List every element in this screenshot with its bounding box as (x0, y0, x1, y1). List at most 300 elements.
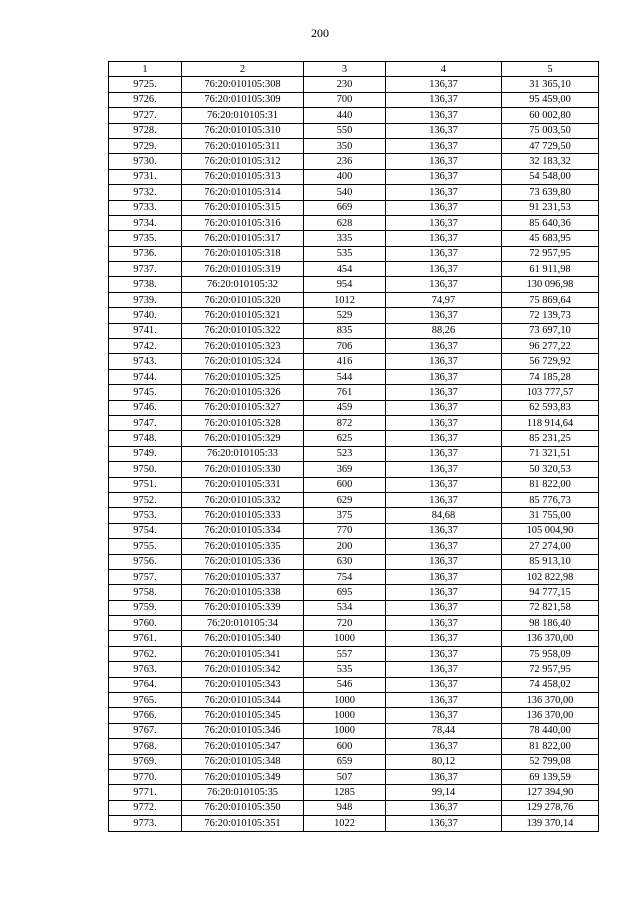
table-cell: 73 697,10 (502, 323, 599, 338)
table-cell: 50 320,53 (502, 462, 599, 477)
table-cell: 81 822,00 (502, 477, 599, 492)
table-cell: 72 821,58 (502, 600, 599, 615)
table-cell: 72 139,73 (502, 308, 599, 323)
table-cell: 136,37 (386, 492, 502, 507)
table-row (109, 215, 599, 230)
table-cell: 529 (304, 308, 386, 323)
table-cell: 105 004,90 (502, 523, 599, 538)
table-row (109, 785, 599, 800)
column-header: 1 (109, 62, 182, 77)
table-row (109, 446, 599, 461)
table-cell: 76:20:010105:345 (182, 708, 304, 723)
table-row (109, 539, 599, 554)
table-cell: 9738. (109, 277, 182, 292)
table-cell: 9751. (109, 477, 182, 492)
table-cell: 88,26 (386, 323, 502, 338)
table-cell: 9728. (109, 123, 182, 138)
table-cell: 136,37 (386, 185, 502, 200)
table-cell: 136,37 (386, 662, 502, 677)
table-row (109, 708, 599, 723)
table-cell: 76:20:010105:341 (182, 646, 304, 661)
table-cell: 534 (304, 600, 386, 615)
table-row (109, 400, 599, 415)
table-row (109, 523, 599, 538)
table-cell: 76:20:010105:317 (182, 231, 304, 246)
table-cell: 75 869,64 (502, 292, 599, 307)
table-cell: 230 (304, 77, 386, 92)
table-cell: 9737. (109, 262, 182, 277)
table-cell: 136 370,00 (502, 693, 599, 708)
table-row (109, 385, 599, 400)
table-row (109, 169, 599, 184)
table-cell: 69 139,59 (502, 769, 599, 784)
table-cell: 625 (304, 431, 386, 446)
table-cell: 9768. (109, 739, 182, 754)
table-cell: 544 (304, 369, 386, 384)
table-cell: 1022 (304, 816, 386, 831)
table-cell: 31 365,10 (502, 77, 599, 92)
table-cell: 136,37 (386, 354, 502, 369)
table-row (109, 693, 599, 708)
table-cell: 720 (304, 616, 386, 631)
table-cell: 535 (304, 246, 386, 261)
table-row (109, 277, 599, 292)
table-cell: 84,68 (386, 508, 502, 523)
column-header: 2 (182, 62, 304, 77)
table-cell: 9729. (109, 138, 182, 153)
table-cell: 136,37 (386, 415, 502, 430)
table-cell: 76:20:010105:324 (182, 354, 304, 369)
column-header: 4 (386, 62, 502, 77)
table-cell: 52 799,08 (502, 754, 599, 769)
table-row (109, 292, 599, 307)
table-cell: 76:20:010105:309 (182, 92, 304, 107)
table-cell: 76:20:010105:340 (182, 631, 304, 646)
table-body (109, 77, 599, 831)
table-cell: 948 (304, 800, 386, 815)
table-cell: 835 (304, 323, 386, 338)
table-cell: 136,37 (386, 616, 502, 631)
table-cell: 9760. (109, 616, 182, 631)
table-cell: 954 (304, 277, 386, 292)
table-cell: 136,37 (386, 677, 502, 692)
table-cell: 136,37 (386, 77, 502, 92)
table-cell: 9770. (109, 769, 182, 784)
table-cell: 74 185,28 (502, 369, 599, 384)
table-cell: 9750. (109, 462, 182, 477)
table-cell: 236 (304, 154, 386, 169)
table-cell: 76:20:010105:31 (182, 108, 304, 123)
table-row (109, 431, 599, 446)
table-cell: 76:20:010105:350 (182, 800, 304, 815)
table-row (109, 138, 599, 153)
table-cell: 136,37 (386, 631, 502, 646)
table-cell: 130 096,98 (502, 277, 599, 292)
table-cell: 9747. (109, 415, 182, 430)
table-cell: 136,37 (386, 215, 502, 230)
table-cell: 76:20:010105:327 (182, 400, 304, 415)
table-cell: 1000 (304, 631, 386, 646)
column-header: 3 (304, 62, 386, 77)
table-row (109, 569, 599, 584)
table-cell: 76:20:010105:326 (182, 385, 304, 400)
table-row (109, 354, 599, 369)
page-number: 200 (311, 26, 329, 40)
table-row (109, 585, 599, 600)
table-header-row (109, 62, 599, 77)
table-cell: 9735. (109, 231, 182, 246)
table-row (109, 754, 599, 769)
table-cell: 76:20:010105:308 (182, 77, 304, 92)
table-cell: 76:20:010105:334 (182, 523, 304, 538)
table-cell: 136,37 (386, 369, 502, 384)
table-cell: 9754. (109, 523, 182, 538)
table-cell: 76:20:010105:346 (182, 723, 304, 738)
table-cell: 9752. (109, 492, 182, 507)
table-cell: 76:20:010105:311 (182, 138, 304, 153)
table-cell: 76:20:010105:333 (182, 508, 304, 523)
table-cell: 600 (304, 477, 386, 492)
table-cell: 1000 (304, 723, 386, 738)
table-cell: 9767. (109, 723, 182, 738)
table-cell: 72 957,95 (502, 246, 599, 261)
table-cell: 76:20:010105:343 (182, 677, 304, 692)
table-row (109, 646, 599, 661)
table-row (109, 477, 599, 492)
table-cell: 136,37 (386, 262, 502, 277)
table-cell: 136,37 (386, 231, 502, 246)
table-cell: 9743. (109, 354, 182, 369)
table-cell: 76:20:010105:336 (182, 554, 304, 569)
table-row (109, 508, 599, 523)
table-cell: 76:20:010105:33 (182, 446, 304, 461)
table-cell: 136,37 (386, 708, 502, 723)
table-cell: 80,12 (386, 754, 502, 769)
table-cell: 440 (304, 108, 386, 123)
table-row (109, 739, 599, 754)
table-cell: 200 (304, 539, 386, 554)
table-cell: 102 822,98 (502, 569, 599, 584)
table-cell: 27 274,00 (502, 539, 599, 554)
table-cell: 136,37 (386, 431, 502, 446)
table-cell: 9758. (109, 585, 182, 600)
table-cell: 136,37 (386, 539, 502, 554)
table-cell: 540 (304, 185, 386, 200)
table-cell: 1285 (304, 785, 386, 800)
table-cell: 628 (304, 215, 386, 230)
table-cell: 9746. (109, 400, 182, 415)
table-cell: 9733. (109, 200, 182, 215)
table-cell: 136,37 (386, 200, 502, 215)
table-cell: 1000 (304, 708, 386, 723)
table-cell: 74 458,02 (502, 677, 599, 692)
table-cell: 872 (304, 415, 386, 430)
table-cell: 630 (304, 554, 386, 569)
table-cell: 94 777,15 (502, 585, 599, 600)
table-cell: 9739. (109, 292, 182, 307)
table-cell: 76:20:010105:348 (182, 754, 304, 769)
table-cell: 695 (304, 585, 386, 600)
table-row (109, 415, 599, 430)
table-cell: 9771. (109, 785, 182, 800)
table-cell: 9748. (109, 431, 182, 446)
table-cell: 76:20:010105:321 (182, 308, 304, 323)
table-row (109, 769, 599, 784)
table-cell: 9731. (109, 169, 182, 184)
table-cell: 335 (304, 231, 386, 246)
table-cell: 76:20:010105:328 (182, 415, 304, 430)
table-cell: 1012 (304, 292, 386, 307)
table-cell: 76:20:010105:318 (182, 246, 304, 261)
table-cell: 350 (304, 138, 386, 153)
table-cell: 9741. (109, 323, 182, 338)
table-cell: 62 593,83 (502, 400, 599, 415)
table-cell: 76:20:010105:323 (182, 339, 304, 354)
table-cell: 136 370,00 (502, 708, 599, 723)
table-cell: 136,37 (386, 108, 502, 123)
table-cell: 78,44 (386, 723, 502, 738)
table-cell: 76:20:010105:335 (182, 539, 304, 554)
table-cell: 375 (304, 508, 386, 523)
table-row (109, 462, 599, 477)
table-cell: 9753. (109, 508, 182, 523)
table-cell: 76:20:010105:319 (182, 262, 304, 277)
table-cell: 76:20:010105:329 (182, 431, 304, 446)
table-cell: 546 (304, 677, 386, 692)
table-cell: 76:20:010105:347 (182, 739, 304, 754)
table-cell: 136,37 (386, 308, 502, 323)
table-cell: 400 (304, 169, 386, 184)
table-cell: 9761. (109, 631, 182, 646)
table-cell: 416 (304, 354, 386, 369)
table-cell: 76:20:010105:312 (182, 154, 304, 169)
table-cell: 32 183,32 (502, 154, 599, 169)
table-cell: 76:20:010105:322 (182, 323, 304, 338)
table-cell: 60 002,80 (502, 108, 599, 123)
table-row (109, 123, 599, 138)
table-row (109, 262, 599, 277)
table-row (109, 800, 599, 815)
table-cell: 9742. (109, 339, 182, 354)
table-cell: 9762. (109, 646, 182, 661)
table-cell: 76:20:010105:339 (182, 600, 304, 615)
table-cell: 76:20:010105:315 (182, 200, 304, 215)
table-cell: 45 683,95 (502, 231, 599, 246)
table-cell: 76:20:010105:310 (182, 123, 304, 138)
table-cell: 76:20:010105:313 (182, 169, 304, 184)
table-cell: 118 914,64 (502, 415, 599, 430)
table-cell: 136,37 (386, 446, 502, 461)
table-row (109, 600, 599, 615)
table-cell: 76:20:010105:331 (182, 477, 304, 492)
table-cell: 76:20:010105:325 (182, 369, 304, 384)
table-cell: 96 277,22 (502, 339, 599, 354)
table-cell: 659 (304, 754, 386, 769)
table-cell: 74,97 (386, 292, 502, 307)
table-row (109, 77, 599, 92)
table-cell: 9734. (109, 215, 182, 230)
table-row (109, 662, 599, 677)
table-cell: 454 (304, 262, 386, 277)
table-cell: 78 440,00 (502, 723, 599, 738)
table-cell: 47 729,50 (502, 138, 599, 153)
table-cell: 629 (304, 492, 386, 507)
table-cell: 9764. (109, 677, 182, 692)
table-cell: 136,37 (386, 400, 502, 415)
data-table (108, 61, 599, 832)
table-cell: 98 186,40 (502, 616, 599, 631)
table-row (109, 816, 599, 831)
table-cell: 75 003,50 (502, 123, 599, 138)
table-cell: 700 (304, 92, 386, 107)
table-row (109, 369, 599, 384)
table-cell: 369 (304, 462, 386, 477)
table-cell: 127 394,90 (502, 785, 599, 800)
table-cell: 136,37 (386, 477, 502, 492)
table-row (109, 631, 599, 646)
table-row (109, 200, 599, 215)
table-cell: 136 370,00 (502, 631, 599, 646)
table-row (109, 185, 599, 200)
table-cell: 76:20:010105:337 (182, 569, 304, 584)
table-cell: 136,37 (386, 154, 502, 169)
table-cell: 136,37 (386, 462, 502, 477)
table-cell: 85 231,25 (502, 431, 599, 446)
table-cell: 72 957,95 (502, 662, 599, 677)
table-cell: 754 (304, 569, 386, 584)
table-cell: 136,37 (386, 554, 502, 569)
table-cell: 9727. (109, 108, 182, 123)
table-cell: 9749. (109, 446, 182, 461)
table-cell: 76:20:010105:330 (182, 462, 304, 477)
table-row (109, 677, 599, 692)
table-cell: 9740. (109, 308, 182, 323)
table-cell: 9756. (109, 554, 182, 569)
table-row (109, 723, 599, 738)
table-row (109, 246, 599, 261)
table-cell: 136,37 (386, 123, 502, 138)
table-cell: 61 911,98 (502, 262, 599, 277)
table-cell: 76:20:010105:34 (182, 616, 304, 631)
table-cell: 129 278,76 (502, 800, 599, 815)
table-cell: 85 913,10 (502, 554, 599, 569)
table-cell: 136,37 (386, 600, 502, 615)
table-cell: 9772. (109, 800, 182, 815)
table-cell: 770 (304, 523, 386, 538)
table-cell: 136,37 (386, 385, 502, 400)
table-cell: 136,37 (386, 769, 502, 784)
table-cell: 535 (304, 662, 386, 677)
table-cell: 761 (304, 385, 386, 400)
table-cell: 706 (304, 339, 386, 354)
table-cell: 76:20:010105:316 (182, 215, 304, 230)
table-cell: 75 958,09 (502, 646, 599, 661)
table-row (109, 616, 599, 631)
table-cell: 76:20:010105:314 (182, 185, 304, 200)
table-cell: 9732. (109, 185, 182, 200)
table-cell: 557 (304, 646, 386, 661)
table-row (109, 154, 599, 169)
table-cell: 91 231,53 (502, 200, 599, 215)
table-row (109, 92, 599, 107)
table-cell: 9773. (109, 816, 182, 831)
table-cell: 9759. (109, 600, 182, 615)
table-cell: 136,37 (386, 800, 502, 815)
table-cell: 600 (304, 739, 386, 754)
table-row (109, 108, 599, 123)
table-cell: 76:20:010105:351 (182, 816, 304, 831)
table-row (109, 339, 599, 354)
table-cell: 136,37 (386, 339, 502, 354)
table-cell: 76:20:010105:332 (182, 492, 304, 507)
table-cell: 136,37 (386, 739, 502, 754)
table-cell: 9745. (109, 385, 182, 400)
table-cell: 76:20:010105:338 (182, 585, 304, 600)
table-cell: 550 (304, 123, 386, 138)
table-cell: 9769. (109, 754, 182, 769)
table-cell: 9766. (109, 708, 182, 723)
table-cell: 507 (304, 769, 386, 784)
table-cell: 9725. (109, 77, 182, 92)
table-cell: 76:20:010105:344 (182, 693, 304, 708)
table-cell: 76:20:010105:32 (182, 277, 304, 292)
table-row (109, 554, 599, 569)
table-row (109, 492, 599, 507)
table-cell: 76:20:010105:342 (182, 662, 304, 677)
table-cell: 136,37 (386, 138, 502, 153)
table-cell: 56 729,92 (502, 354, 599, 369)
table-row (109, 323, 599, 338)
table-cell: 136,37 (386, 277, 502, 292)
table-cell: 136,37 (386, 523, 502, 538)
table-cell: 136,37 (386, 92, 502, 107)
table-cell: 9755. (109, 539, 182, 554)
table-cell: 136,37 (386, 585, 502, 600)
table-cell: 76:20:010105:349 (182, 769, 304, 784)
table-cell: 136,37 (386, 816, 502, 831)
table-cell: 73 639,80 (502, 185, 599, 200)
table-cell: 523 (304, 446, 386, 461)
table-cell: 9726. (109, 92, 182, 107)
table-cell: 71 321,51 (502, 446, 599, 461)
table-cell: 136,37 (386, 169, 502, 184)
table-cell: 99,14 (386, 785, 502, 800)
table-cell: 136,37 (386, 569, 502, 584)
table-cell: 31 755,00 (502, 508, 599, 523)
table-cell: 136,37 (386, 693, 502, 708)
table-row (109, 308, 599, 323)
table-cell: 9765. (109, 693, 182, 708)
table-row (109, 231, 599, 246)
table-cell: 54 548,00 (502, 169, 599, 184)
column-header: 5 (502, 62, 599, 77)
table-cell: 136,37 (386, 646, 502, 661)
table-cell: 103 777,57 (502, 385, 599, 400)
table-cell: 81 822,00 (502, 739, 599, 754)
table-cell: 9736. (109, 246, 182, 261)
table-cell: 85 640,36 (502, 215, 599, 230)
table-cell: 9744. (109, 369, 182, 384)
table-cell: 459 (304, 400, 386, 415)
table-cell: 136,37 (386, 246, 502, 261)
table-cell: 9763. (109, 662, 182, 677)
table-cell: 9730. (109, 154, 182, 169)
table-cell: 95 459,00 (502, 92, 599, 107)
table-cell: 76:20:010105:320 (182, 292, 304, 307)
table-cell: 76:20:010105:35 (182, 785, 304, 800)
table-cell: 9757. (109, 569, 182, 584)
table-cell: 1000 (304, 693, 386, 708)
